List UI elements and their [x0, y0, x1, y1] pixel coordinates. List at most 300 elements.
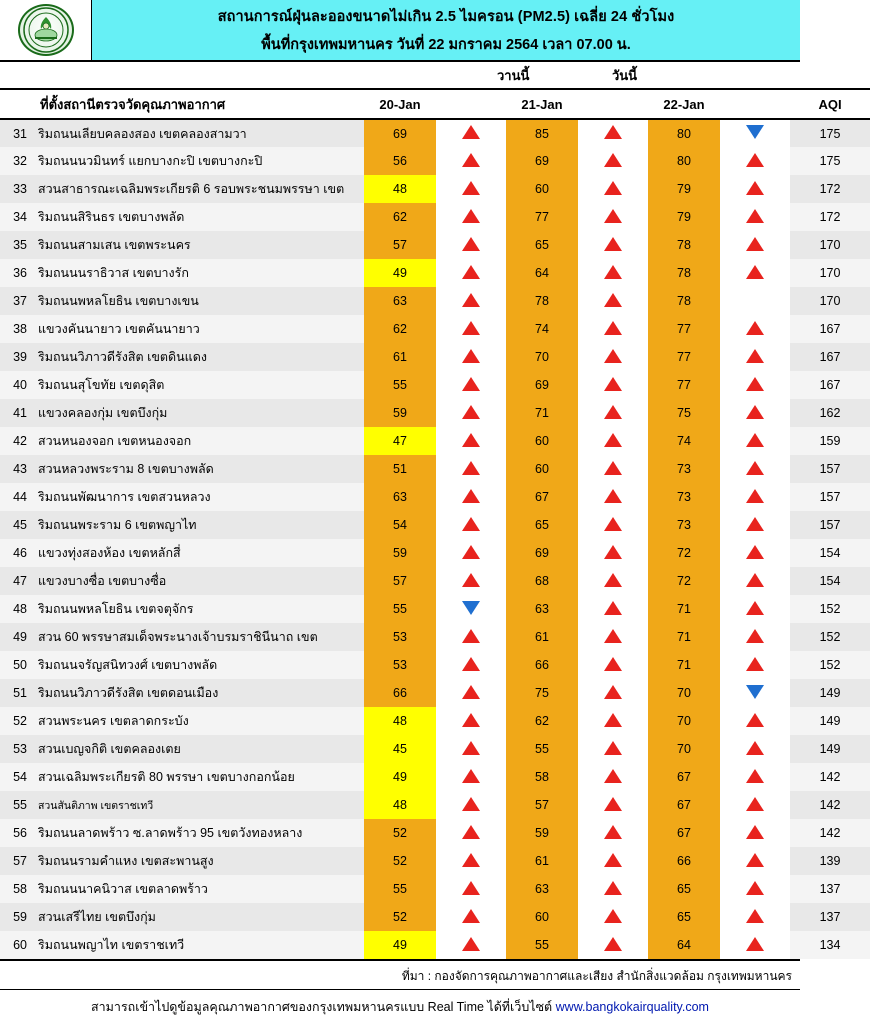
value-22-jan: 71 [648, 595, 720, 623]
day-group-labels [0, 62, 800, 88]
trend-up-icon [604, 741, 622, 755]
column-header-d1: 20-Jan [364, 89, 436, 119]
trend-21-to-22 [578, 847, 648, 875]
trend-latest [720, 763, 790, 791]
value-20-jan: 53 [364, 623, 436, 651]
trend-latest [720, 287, 790, 315]
row-index: 47 [0, 567, 34, 595]
value-21-jan: 65 [506, 511, 578, 539]
value-22-jan: 67 [648, 791, 720, 819]
table-row [0, 427, 870, 455]
trend-latest [720, 651, 790, 679]
trend-latest [720, 931, 790, 959]
value-20-jan: 49 [364, 931, 436, 959]
value-21-jan: 77 [506, 203, 578, 231]
station-name: แขวงทุ่งสองห้อง เขตหลักสี่ [34, 539, 364, 567]
trend-up-icon [604, 685, 622, 699]
value-22-jan: 79 [648, 203, 720, 231]
value-20-jan: 55 [364, 875, 436, 903]
row-index: 32 [0, 147, 34, 175]
table-row [0, 595, 870, 623]
value-22-jan: 80 [648, 147, 720, 175]
trend-up-icon [746, 881, 764, 895]
trend-latest [720, 203, 790, 231]
value-21-jan: 61 [506, 623, 578, 651]
value-22-jan: 65 [648, 903, 720, 931]
trend-21-to-22 [578, 679, 648, 707]
row-index: 55 [0, 791, 34, 819]
trend-up-icon [462, 153, 480, 167]
trend-up-icon [462, 937, 480, 951]
trend-21-to-22 [578, 651, 648, 679]
row-index: 60 [0, 931, 34, 959]
trend-20-to-21 [436, 791, 506, 819]
trend-latest [720, 147, 790, 175]
trend-21-to-22 [578, 287, 648, 315]
row-index: 54 [0, 763, 34, 791]
value-aqi: 134 [790, 931, 870, 959]
trend-latest [720, 315, 790, 343]
trend-20-to-21 [436, 735, 506, 763]
column-header-trend1 [436, 89, 506, 119]
trend-20-to-21 [436, 511, 506, 539]
table-row [0, 847, 870, 875]
station-name: สวนพระนคร เขตลาดกระบัง [34, 707, 364, 735]
page-subtitle: พื้นที่กรุงเทพมหานคร วันที่ 22 มกราคม 2564 เวลา 07.00 น. [261, 36, 631, 53]
trend-up-icon [604, 657, 622, 671]
row-index: 33 [0, 175, 34, 203]
station-name: ริมถนนพระราม 6 เขตพญาไท [34, 511, 364, 539]
trend-21-to-22 [578, 455, 648, 483]
page-title: สถานการณ์ฝุ่นละอองขนาดไม่เกิน 2.5 ไมครอน (PM2.5) เฉลี่ย 24 ชั่วโมง [217, 8, 675, 25]
trend-up-icon [462, 433, 480, 447]
row-index: 39 [0, 343, 34, 371]
value-22-jan: 73 [648, 483, 720, 511]
trend-20-to-21 [436, 623, 506, 651]
trend-20-to-21 [436, 483, 506, 511]
trend-down-icon [746, 125, 764, 139]
value-aqi: 149 [790, 735, 870, 763]
table-row [0, 735, 870, 763]
trend-latest [720, 427, 790, 455]
trend-latest [720, 903, 790, 931]
trend-21-to-22 [578, 483, 648, 511]
value-20-jan: 48 [364, 707, 436, 735]
trend-21-to-22 [578, 931, 648, 959]
trend-up-icon [462, 405, 480, 419]
trend-latest [720, 259, 790, 287]
station-name: ริมถนนสามเสน เขตพระนคร [34, 231, 364, 259]
trend-up-icon [746, 433, 764, 447]
value-aqi: 157 [790, 483, 870, 511]
station-name: ริมถนนสุโขทัย เขตดุสิต [34, 371, 364, 399]
trend-latest [720, 567, 790, 595]
value-aqi: 152 [790, 651, 870, 679]
table-row [0, 119, 870, 147]
value-21-jan: 59 [506, 819, 578, 847]
trend-21-to-22 [578, 763, 648, 791]
value-21-jan: 78 [506, 287, 578, 315]
value-21-jan: 69 [506, 147, 578, 175]
trend-up-icon [746, 237, 764, 251]
trend-21-to-22 [578, 175, 648, 203]
trend-up-icon [462, 713, 480, 727]
trend-21-to-22 [578, 119, 648, 147]
trend-up-icon [462, 545, 480, 559]
pm25-table [0, 88, 870, 959]
trend-latest [720, 679, 790, 707]
trend-latest [720, 847, 790, 875]
trend-21-to-22 [578, 343, 648, 371]
trend-up-icon [746, 209, 764, 223]
value-aqi: 157 [790, 455, 870, 483]
value-aqi: 152 [790, 623, 870, 651]
row-index: 40 [0, 371, 34, 399]
station-name: ริมถนนลาดพร้าว ซ.ลาดพร้าว 95 เขตวังทองหลาง [34, 819, 364, 847]
trend-up-icon [604, 349, 622, 363]
trend-down-icon [746, 685, 764, 699]
station-name: ริมถนนจรัญสนิทวงศ์ เขตบางพลัด [34, 651, 364, 679]
station-name: สวนเฉลิมพระเกียรติ 80 พรรษา เขตบางกอกน้อย [34, 763, 364, 791]
trend-up-icon [604, 853, 622, 867]
trend-20-to-21 [436, 707, 506, 735]
trend-latest [720, 119, 790, 147]
value-aqi: 154 [790, 539, 870, 567]
trend-up-icon [746, 601, 764, 615]
value-22-jan: 80 [648, 119, 720, 147]
trend-20-to-21 [436, 203, 506, 231]
table-row [0, 511, 870, 539]
trend-up-icon [746, 629, 764, 643]
trend-up-icon [746, 825, 764, 839]
trend-latest [720, 707, 790, 735]
trend-21-to-22 [578, 427, 648, 455]
value-22-jan: 66 [648, 847, 720, 875]
station-name: สวนเบญจกิติ เขตคลองเตย [34, 735, 364, 763]
trend-latest [720, 875, 790, 903]
trend-up-icon [604, 405, 622, 419]
value-21-jan: 60 [506, 175, 578, 203]
trend-up-icon [746, 713, 764, 727]
trend-up-icon [604, 489, 622, 503]
trend-up-icon [604, 321, 622, 335]
trend-up-icon [462, 685, 480, 699]
row-index: 41 [0, 399, 34, 427]
station-name: ริมถนนพหลโยธิน เขตจตุจักร [34, 595, 364, 623]
value-21-jan: 55 [506, 931, 578, 959]
trend-20-to-21 [436, 455, 506, 483]
trend-latest [720, 539, 790, 567]
trend-20-to-21 [436, 315, 506, 343]
trend-up-icon [604, 209, 622, 223]
value-21-jan: 71 [506, 399, 578, 427]
value-aqi: 152 [790, 595, 870, 623]
trend-20-to-21 [436, 231, 506, 259]
trend-up-icon [462, 181, 480, 195]
trend-up-icon [746, 405, 764, 419]
value-21-jan: 75 [506, 679, 578, 707]
value-20-jan: 62 [364, 203, 436, 231]
row-index: 50 [0, 651, 34, 679]
value-21-jan: 67 [506, 483, 578, 511]
trend-up-icon [746, 545, 764, 559]
trend-up-icon [462, 573, 480, 587]
table-row [0, 903, 870, 931]
trend-up-icon [604, 573, 622, 587]
source-note: ที่มา : กองจัดการคุณภาพอากาศและเสียง สำนักสิ่งแวดล้อม กรุงเทพมหานคร [0, 959, 800, 989]
row-index: 45 [0, 511, 34, 539]
value-20-jan: 51 [364, 455, 436, 483]
row-index: 51 [0, 679, 34, 707]
value-22-jan: 71 [648, 651, 720, 679]
trend-up-icon [746, 461, 764, 475]
trend-20-to-21 [436, 567, 506, 595]
trend-up-icon [462, 629, 480, 643]
table-row [0, 455, 870, 483]
station-name: ริมถนนเลียบคลองสอง เขตคลองสามวา [34, 119, 364, 147]
website-note [0, 989, 800, 1023]
value-20-jan: 47 [364, 427, 436, 455]
trend-up-icon [462, 377, 480, 391]
trend-up-icon [462, 741, 480, 755]
value-22-jan: 78 [648, 287, 720, 315]
table-row [0, 567, 870, 595]
value-aqi: 172 [790, 175, 870, 203]
value-aqi: 172 [790, 203, 870, 231]
table-row [0, 259, 870, 287]
value-aqi: 167 [790, 315, 870, 343]
trend-latest [720, 735, 790, 763]
value-20-jan: 52 [364, 847, 436, 875]
trend-up-icon [462, 125, 480, 139]
trend-up-icon [746, 321, 764, 335]
station-name: ริมถนนรามคำแหง เขตสะพานสูง [34, 847, 364, 875]
trend-21-to-22 [578, 259, 648, 287]
value-20-jan: 55 [364, 371, 436, 399]
value-20-jan: 66 [364, 679, 436, 707]
row-index: 43 [0, 455, 34, 483]
station-name: สวนสาธารณะเฉลิมพระเกียรติ 6 รอบพระชนมพรรษา เขต [34, 175, 364, 203]
trend-up-icon [604, 909, 622, 923]
trend-20-to-21 [436, 763, 506, 791]
trend-up-icon [604, 545, 622, 559]
trend-21-to-22 [578, 875, 648, 903]
row-index: 53 [0, 735, 34, 763]
table-row [0, 399, 870, 427]
table-row [0, 315, 870, 343]
value-21-jan: 65 [506, 231, 578, 259]
trend-21-to-22 [578, 623, 648, 651]
row-index: 46 [0, 539, 34, 567]
value-21-jan: 69 [506, 371, 578, 399]
value-22-jan: 72 [648, 539, 720, 567]
trend-21-to-22 [578, 231, 648, 259]
trend-latest [720, 399, 790, 427]
trend-21-to-22 [578, 315, 648, 343]
trend-latest [720, 175, 790, 203]
trend-up-icon [462, 881, 480, 895]
value-aqi: 139 [790, 847, 870, 875]
value-22-jan: 75 [648, 399, 720, 427]
trend-20-to-21 [436, 427, 506, 455]
trend-up-icon [746, 937, 764, 951]
value-20-jan: 52 [364, 819, 436, 847]
trend-up-icon [462, 321, 480, 335]
trend-latest [720, 343, 790, 371]
trend-up-icon [746, 517, 764, 531]
value-20-jan: 69 [364, 119, 436, 147]
station-name: สวนหลวงพระราม 8 เขตบางพลัด [34, 455, 364, 483]
trend-21-to-22 [578, 707, 648, 735]
trend-up-icon [604, 797, 622, 811]
value-20-jan: 54 [364, 511, 436, 539]
page-header [0, 0, 800, 62]
row-index: 49 [0, 623, 34, 651]
trend-up-icon [746, 181, 764, 195]
table-row [0, 651, 870, 679]
table-row [0, 539, 870, 567]
value-22-jan: 73 [648, 455, 720, 483]
trend-latest [720, 819, 790, 847]
value-20-jan: 57 [364, 231, 436, 259]
station-name: ริมถนนนราธิวาส เขตบางรัก [34, 259, 364, 287]
trend-up-icon [604, 125, 622, 139]
trend-up-icon [746, 741, 764, 755]
row-index: 59 [0, 903, 34, 931]
trend-up-icon [462, 237, 480, 251]
value-21-jan: 55 [506, 735, 578, 763]
trend-up-icon [604, 461, 622, 475]
table-row [0, 483, 870, 511]
value-21-jan: 66 [506, 651, 578, 679]
value-20-jan: 48 [364, 791, 436, 819]
trend-latest [720, 791, 790, 819]
value-22-jan: 72 [648, 567, 720, 595]
station-name: ริมถนนสิรินธร เขตบางพลัด [34, 203, 364, 231]
trend-20-to-21 [436, 147, 506, 175]
trend-20-to-21 [436, 343, 506, 371]
bangkok-seal-logo [18, 4, 74, 56]
value-21-jan: 57 [506, 791, 578, 819]
trend-21-to-22 [578, 203, 648, 231]
value-aqi: 142 [790, 819, 870, 847]
row-index: 36 [0, 259, 34, 287]
value-aqi: 170 [790, 287, 870, 315]
trend-21-to-22 [578, 511, 648, 539]
trend-up-icon [462, 209, 480, 223]
row-index: 56 [0, 819, 34, 847]
value-aqi: 170 [790, 259, 870, 287]
column-header-d2: 21-Jan [506, 89, 578, 119]
trend-up-icon [746, 769, 764, 783]
logo-cell [0, 0, 92, 60]
trend-latest [720, 623, 790, 651]
trend-up-icon [462, 489, 480, 503]
row-index: 42 [0, 427, 34, 455]
value-21-jan: 68 [506, 567, 578, 595]
value-aqi: 137 [790, 875, 870, 903]
website-link[interactable]: www.bangkokairquality.com [555, 1000, 709, 1014]
station-name: ริมถนนนวมินทร์ แยกบางกะปิ เขตบางกะปิ [34, 147, 364, 175]
value-20-jan: 49 [364, 763, 436, 791]
trend-up-icon [462, 349, 480, 363]
trend-21-to-22 [578, 819, 648, 847]
value-22-jan: 70 [648, 679, 720, 707]
trend-up-icon [604, 377, 622, 391]
value-20-jan: 63 [364, 483, 436, 511]
station-name: แขวงคันนายาว เขตคันนายาว [34, 315, 364, 343]
column-header-aqi: AQI [790, 89, 870, 119]
value-22-jan: 73 [648, 511, 720, 539]
trend-up-icon [746, 153, 764, 167]
row-index: 37 [0, 287, 34, 315]
value-22-jan: 77 [648, 315, 720, 343]
trend-up-icon [746, 909, 764, 923]
value-aqi: 167 [790, 371, 870, 399]
station-name: ริมถนนพัฒนาการ เขตสวนหลวง [34, 483, 364, 511]
station-name: ริมถนนพหลโยธิน เขตบางเขน [34, 287, 364, 315]
value-22-jan: 78 [648, 259, 720, 287]
trend-up-icon [462, 853, 480, 867]
trend-up-icon [746, 349, 764, 363]
trend-21-to-22 [578, 791, 648, 819]
trend-20-to-21 [436, 819, 506, 847]
value-20-jan: 59 [364, 539, 436, 567]
trend-up-icon [604, 629, 622, 643]
value-aqi: 137 [790, 903, 870, 931]
trend-up-icon [462, 909, 480, 923]
trend-up-icon [604, 293, 622, 307]
row-index: 57 [0, 847, 34, 875]
trend-21-to-22 [578, 595, 648, 623]
trend-up-icon [746, 377, 764, 391]
trend-up-icon [746, 797, 764, 811]
station-name: ริมถนนวิภาวดีรังสิต เขตดินแดง [34, 343, 364, 371]
value-aqi: 162 [790, 399, 870, 427]
trend-20-to-21 [436, 679, 506, 707]
trend-up-icon [604, 433, 622, 447]
trend-21-to-22 [578, 399, 648, 427]
trend-up-icon [746, 573, 764, 587]
table-row [0, 763, 870, 791]
trend-21-to-22 [578, 371, 648, 399]
website-note-text: สามารถเข้าไปดูข้อมูลคุณภาพอากาศของกรุงเทพมหานครแบบ Real Time ได้ที่เว็บไซต์ [91, 1000, 556, 1014]
trend-21-to-22 [578, 735, 648, 763]
value-aqi: 159 [790, 427, 870, 455]
value-22-jan: 70 [648, 707, 720, 735]
header-title-block [92, 0, 800, 60]
value-20-jan: 56 [364, 147, 436, 175]
value-21-jan: 69 [506, 539, 578, 567]
value-21-jan: 62 [506, 707, 578, 735]
station-name: ริมถนนวิภาวดีรังสิต เขตดอนเมือง [34, 679, 364, 707]
value-aqi: 154 [790, 567, 870, 595]
trend-up-icon [462, 461, 480, 475]
value-aqi: 142 [790, 763, 870, 791]
value-aqi: 142 [790, 791, 870, 819]
trend-up-icon [604, 881, 622, 895]
value-21-jan: 85 [506, 119, 578, 147]
row-index: 35 [0, 231, 34, 259]
table-row [0, 287, 870, 315]
trend-up-icon [462, 769, 480, 783]
column-header-trend2 [578, 89, 648, 119]
trend-up-icon [462, 293, 480, 307]
trend-up-icon [604, 517, 622, 531]
trend-latest [720, 455, 790, 483]
table-row [0, 875, 870, 903]
value-22-jan: 67 [648, 819, 720, 847]
